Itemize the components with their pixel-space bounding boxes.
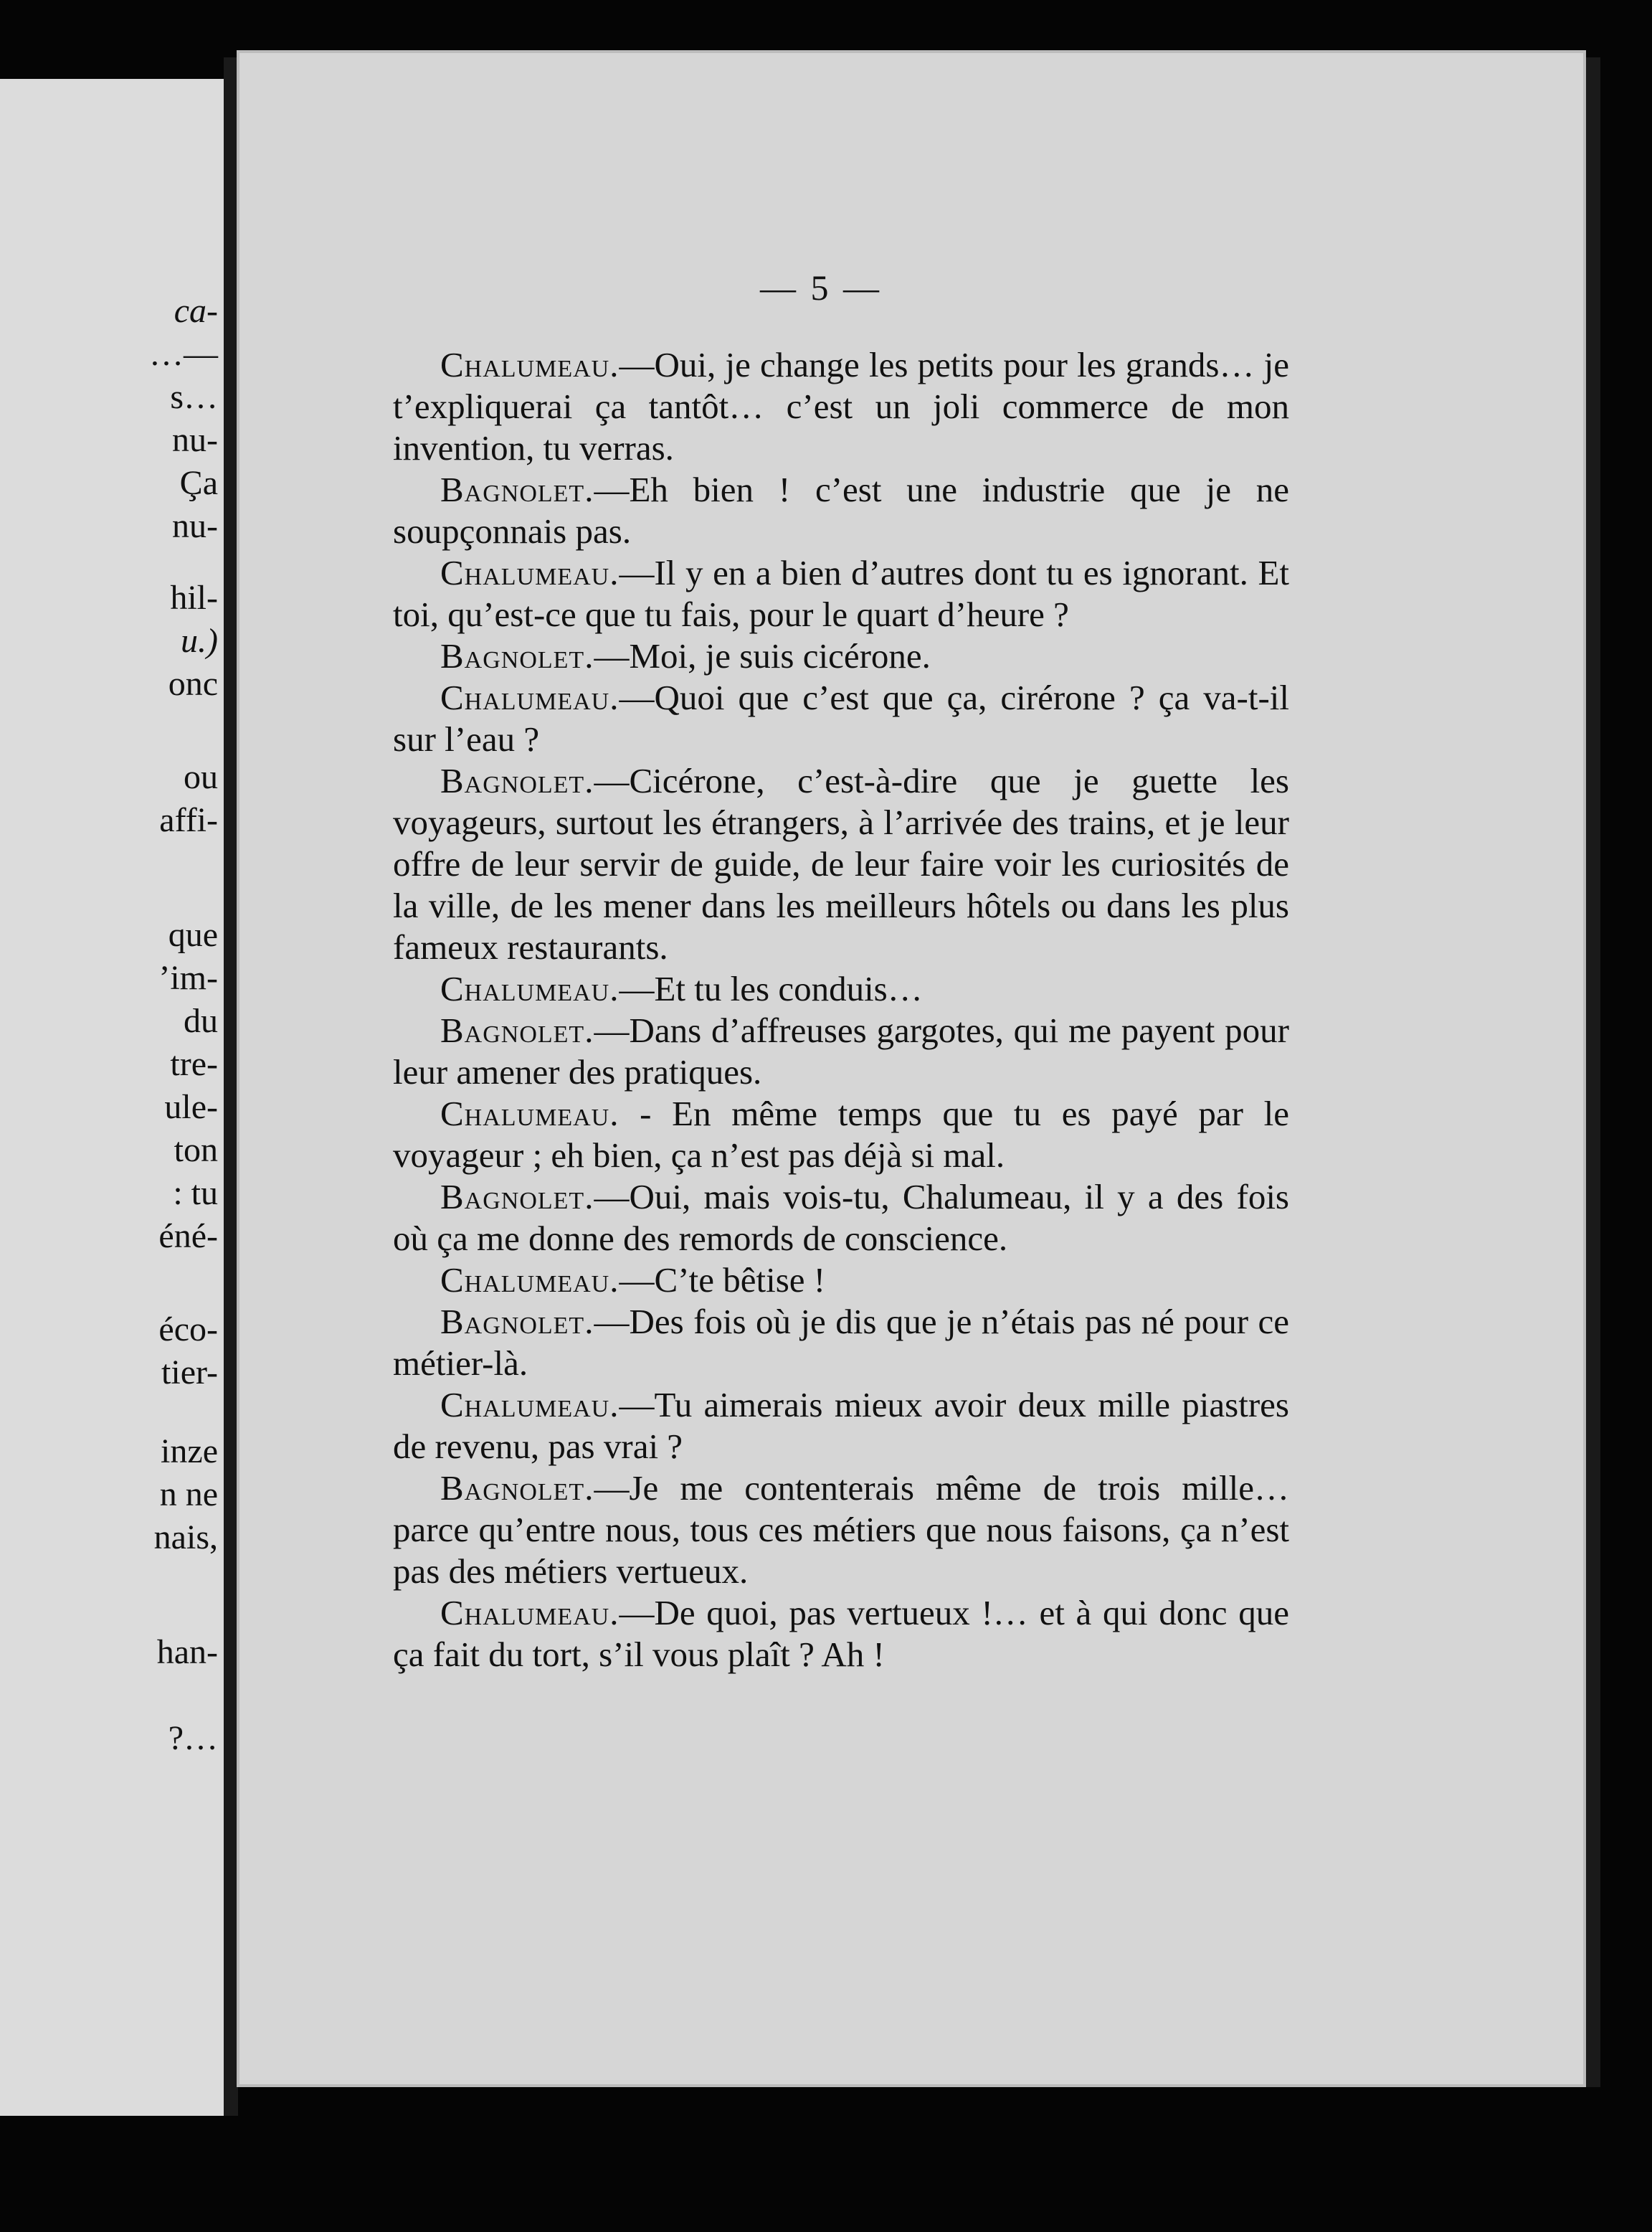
left-page-text-fragment: tre- — [170, 1045, 218, 1083]
speaker-name: Bagnolet. — [440, 1011, 594, 1050]
left-page-text-fragment: u.) — [181, 622, 218, 660]
speaker-name: Bagnolet. — [440, 1302, 594, 1341]
speech-text: —Tu aimerais mieux avoir deux mille piastres de revenu, pas vrai ? — [393, 1385, 1289, 1466]
left-page-text-fragment: nu- — [172, 507, 218, 545]
dialogue-paragraph — [393, 1592, 1289, 1675]
dialogue-paragraph — [393, 1176, 1289, 1259]
speech-text: —Moi, je suis cicérone. — [594, 636, 931, 676]
left-page-text-fragment: nais, — [153, 1518, 218, 1556]
speech-text: —Oui, je change les petits pour les grands… je t’expliquerai ça tantôt… c’est un joli commerce de mon invention, tu verras. — [393, 345, 1289, 468]
dialogue-paragraph — [393, 635, 1289, 677]
speaker-name: Chalumeau. — [440, 553, 620, 592]
speech-text: —Cicérone, c’est-à-dire que je guette les voyageurs, surtout les étrangers, à l’arrivée des trains, et je leur offre de leur servir de guide, de leur faire voir les curiosités de la ville, de les mener dans les meilleurs hôtels ou dans les plus fameux restaurants. — [393, 761, 1289, 967]
dialogue-paragraph — [393, 760, 1289, 968]
dialogue-text — [393, 344, 1289, 1675]
speech-text: —Il y en a bien d’autres dont tu es ignorant. Et toi, qu’est-ce que tu fais, pour le quart d’heure ? — [393, 553, 1289, 634]
page-number: — 5 — — [760, 268, 882, 308]
speaker-name: Bagnolet. — [440, 761, 594, 800]
speech-text: - En même temps que tu es payé par le voyageur ; eh bien, ça n’est pas déjà si mal. — [393, 1094, 1289, 1175]
speaker-name: Chalumeau. — [440, 1385, 620, 1424]
left-page-text-fragment: n ne — [159, 1475, 218, 1513]
speaker-name: Chalumeau. — [440, 678, 620, 717]
left-page-text-fragment: …— — [149, 335, 218, 373]
speaker-name: Bagnolet. — [440, 1177, 594, 1216]
dialogue-paragraph — [393, 469, 1289, 552]
dialogue-paragraph — [393, 1093, 1289, 1176]
speech-text: —Dans d’affreuses gargotes, qui me payent pour leur amener des pratiques. — [393, 1011, 1289, 1092]
dialogue-paragraph — [393, 1384, 1289, 1467]
book-spine — [224, 57, 238, 2116]
left-page-text-fragment: s… — [170, 378, 218, 416]
speaker-name: Chalumeau. — [440, 969, 620, 1008]
left-page-text-fragment: nu- — [172, 421, 218, 459]
left-page-fragment — [0, 79, 224, 2116]
left-page-text-fragment: ou — [184, 758, 218, 796]
dialogue-paragraph — [393, 344, 1289, 469]
speaker-name: Chalumeau. — [440, 345, 620, 384]
left-page-text-fragment: hil- — [170, 579, 218, 617]
left-page-text-fragment: que — [168, 916, 218, 954]
speech-text: —C’te bêtise ! — [619, 1260, 826, 1300]
left-page-text-fragment: ?… — [168, 1719, 218, 1757]
left-page-text-fragment: ule- — [164, 1088, 218, 1126]
dialogue-paragraph — [393, 1010, 1289, 1093]
dialogue-paragraph — [393, 1467, 1289, 1592]
speech-text: —Je me contenterais même de trois mille… parce qu’entre nous, tous ces métiers que nous faisons, ça n’est pas des métiers vertueux. — [393, 1468, 1289, 1591]
left-page-text-fragment: éco- — [158, 1310, 218, 1348]
left-page-text-fragment: han- — [156, 1633, 218, 1671]
dialogue-paragraph — [393, 677, 1289, 760]
speaker-name: Chalumeau. — [440, 1593, 620, 1632]
left-page-text-fragment: onc — [168, 665, 218, 703]
dialogue-paragraph — [393, 552, 1289, 635]
speech-text: —De quoi, pas vertueux !… et à qui donc que ça fait du tort, s’il vous plaît ? Ah ! — [393, 1593, 1289, 1674]
left-page-text-fragment: ’im- — [158, 959, 218, 997]
speaker-name: Bagnolet. — [440, 470, 594, 509]
speech-text: —Oui, mais vois-tu, Chalumeau, il y a des fois où ça me donne des remords de conscience. — [393, 1177, 1289, 1258]
speech-text: —Eh bien ! c’est une industrie que je ne soupçonnais pas. — [393, 470, 1289, 551]
left-page-text-fragment: Ça — [179, 464, 218, 502]
dialogue-paragraph — [393, 968, 1289, 1010]
speaker-name: Bagnolet. — [440, 1468, 594, 1508]
left-page-text-fragment: tier- — [161, 1353, 218, 1391]
left-page-text-fragment: inze — [161, 1432, 218, 1470]
left-page-text-fragment: ton — [174, 1131, 218, 1169]
page-edge — [1586, 57, 1600, 2087]
left-page-text-fragment: ca- — [174, 292, 218, 330]
dialogue-paragraph — [393, 1259, 1289, 1301]
speaker-name: Chalumeau. — [440, 1094, 620, 1133]
speaker-name: Chalumeau. — [440, 1260, 620, 1300]
speech-text: —Quoi que c’est que ça, cirérone ? ça va-t-il sur l’eau ? — [393, 678, 1289, 759]
speech-text: —Des fois où je dis que je n’étais pas né pour ce métier-là. — [393, 1302, 1289, 1383]
speaker-name: Bagnolet. — [440, 636, 594, 676]
dialogue-paragraph — [393, 1301, 1289, 1384]
left-page-text-fragment: affi- — [159, 801, 218, 839]
left-page-text-fragment: : tu — [173, 1174, 218, 1212]
left-page-text-fragment: du — [184, 1002, 218, 1040]
left-page-text-fragment: éné- — [158, 1217, 218, 1255]
speech-text: —Et tu les conduis… — [619, 969, 923, 1008]
